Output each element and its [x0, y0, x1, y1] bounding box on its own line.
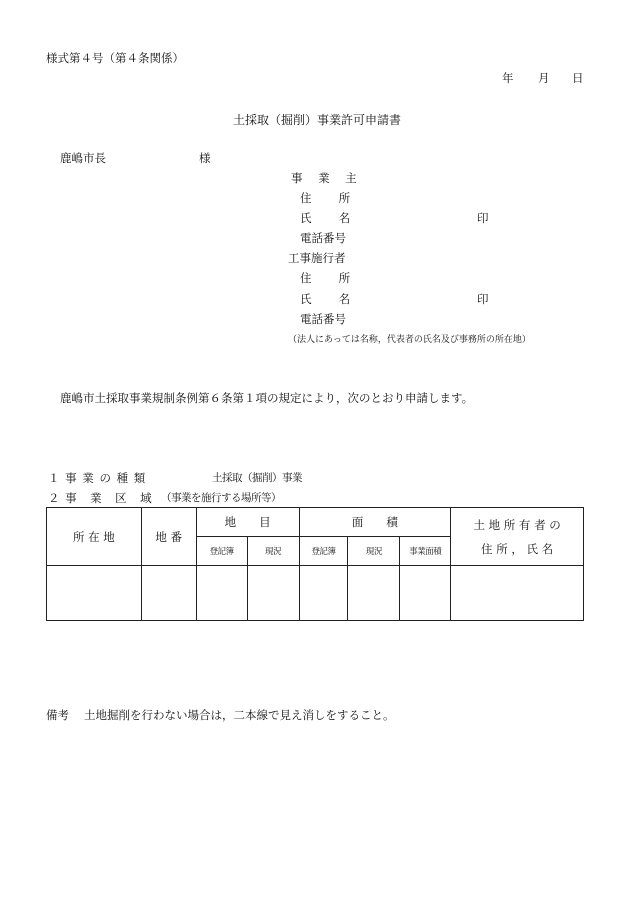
header-landowner-line1: 土 地 所 有 者 の	[473, 517, 561, 532]
cell-landowner[interactable]	[451, 566, 584, 621]
header-location: 所 在 地	[47, 508, 142, 566]
remarks-label: 備考	[46, 708, 69, 722]
date-month: 月	[538, 71, 550, 85]
item-area-value: （事業を施行する場所等）	[161, 492, 281, 504]
cell-land-category-registry[interactable]	[196, 566, 247, 621]
corporate-note: （法人にあっては名称，代表者の氏名及び事務所の所在地）	[288, 335, 531, 345]
remarks-text: 土地掘削を行わない場合は，二本線で見え消しをすること。	[84, 708, 395, 722]
cell-location[interactable]	[47, 566, 142, 621]
cell-land-category-current[interactable]	[247, 566, 299, 621]
contractor-address-label: 住 所	[300, 271, 355, 285]
date-year: 年	[502, 71, 514, 85]
item-area-label: ２ 事 業 区 域	[48, 491, 153, 505]
cell-area-registry[interactable]	[299, 566, 348, 621]
cell-area-current[interactable]	[348, 566, 400, 621]
header-area-registry: 登記簿	[299, 537, 348, 566]
application-statement: 鹿嶋市土採取事業規制条例第６条第１項の規定により，次のとおり申請します。	[60, 391, 474, 405]
header-landowner-line2: 住 所 ， 氏 名	[481, 541, 554, 556]
header-land-category: 地 目	[196, 508, 299, 537]
header-land-category-current: 現況	[247, 537, 299, 566]
project-area-table	[46, 507, 584, 621]
cell-project-area[interactable]	[400, 566, 451, 621]
applicant-heading: 事 業 主	[291, 171, 363, 185]
header-landowner	[451, 508, 584, 566]
header-land-category-registry: 登記簿	[196, 537, 247, 566]
applicant-phone-label: 電話番号	[300, 231, 346, 245]
document-title: 土採取（掘削）事業許可申請書	[233, 113, 402, 127]
item-type-label: １ 事 業 の 種 類	[48, 471, 147, 485]
addressee-name: 鹿嶋市長	[60, 151, 106, 165]
header-lot-number: 地 番	[141, 508, 196, 566]
item-type-value: 土採取（掘削）事業	[212, 472, 302, 484]
contractor-name-label: 氏 名	[300, 292, 355, 306]
applicant-address-label: 住 所	[300, 191, 355, 205]
applicant-name-label: 氏 名	[300, 211, 355, 225]
applicant-seal-mark: 印	[477, 211, 489, 225]
contractor-heading: 工事施行者	[288, 251, 346, 265]
header-area-current: 現況	[348, 537, 400, 566]
contractor-seal-mark: 印	[477, 292, 489, 306]
addressee-honorific: 様	[199, 151, 211, 165]
date-day: 日	[572, 71, 584, 85]
cell-lot-number[interactable]	[141, 566, 196, 621]
header-area: 面 積	[299, 508, 451, 537]
header-project-area: 事業面積	[400, 537, 451, 566]
table-row	[47, 566, 584, 621]
contractor-phone-label: 電話番号	[300, 312, 346, 326]
form-number: 様式第４号（第４条関係）	[46, 51, 184, 65]
